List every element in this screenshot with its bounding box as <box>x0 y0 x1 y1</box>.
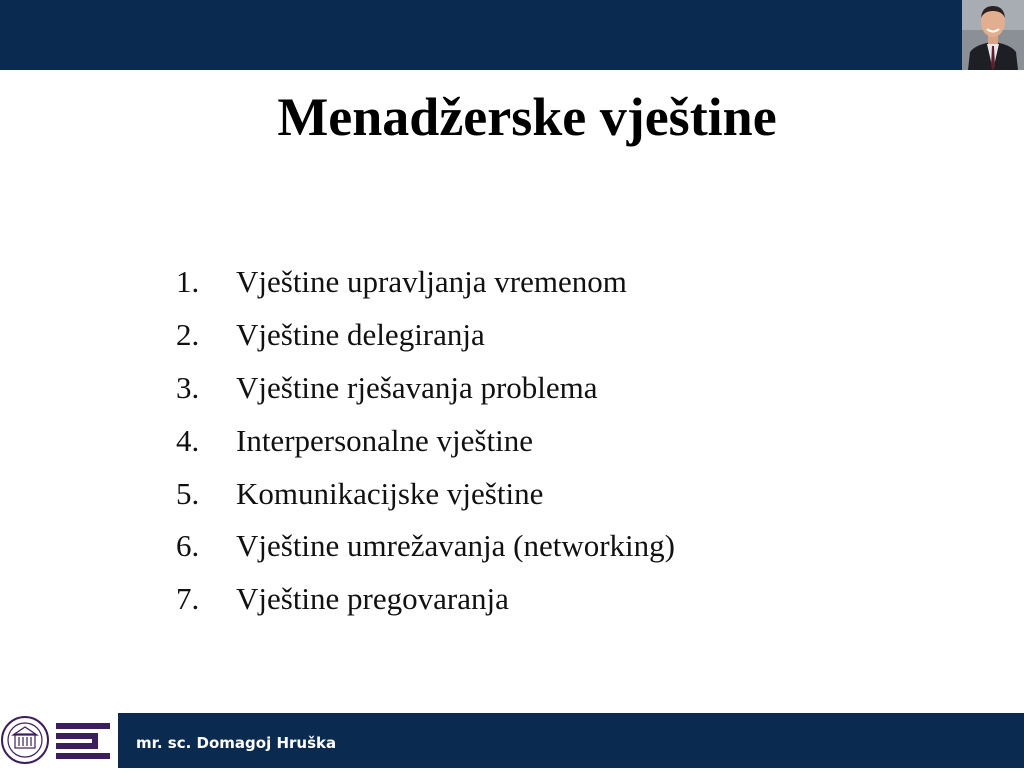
list-item-text: Komunikacijske vještine <box>236 475 544 511</box>
slide-title: Menadžerske vještine <box>277 87 777 147</box>
author-name: mr. sc. Domagoj Hruška <box>136 734 337 752</box>
list-item-number: 7. <box>176 581 200 617</box>
faculty-logo-icon <box>56 723 110 759</box>
list-item-text: Vještine umrežavanja (networking) <box>236 528 675 564</box>
list-item <box>176 414 675 467</box>
list-item <box>176 256 675 309</box>
list-item <box>176 362 675 415</box>
skills-list <box>176 256 675 626</box>
list-item-text: Vještine upravljanja vremenom <box>236 264 627 300</box>
list-item <box>176 309 675 362</box>
list-item-number: 5. <box>176 475 200 511</box>
list-item-text: Vještine delegiranja <box>236 317 485 353</box>
list-item <box>176 467 675 520</box>
list-item-number: 2. <box>176 317 200 353</box>
university-seal-logo-icon <box>0 713 118 768</box>
list-item <box>176 520 675 573</box>
list-item-text: Vještine rješavanja problema <box>236 369 598 405</box>
list-item-text: Interpersonalne vještine <box>236 422 533 458</box>
list-item-number: 1. <box>176 264 200 300</box>
presenter-photo <box>962 0 1024 70</box>
top-banner <box>0 0 1024 70</box>
presenter-photo-icon <box>962 0 1024 70</box>
footer-bar <box>118 713 1024 768</box>
list-item-number: 6. <box>176 528 200 564</box>
list-item-text: Vještine pregovaranja <box>236 581 509 617</box>
list-item-number: 4. <box>176 422 200 458</box>
footer-logos <box>0 713 118 768</box>
list-item <box>176 573 675 626</box>
list-item-number: 3. <box>176 369 200 405</box>
